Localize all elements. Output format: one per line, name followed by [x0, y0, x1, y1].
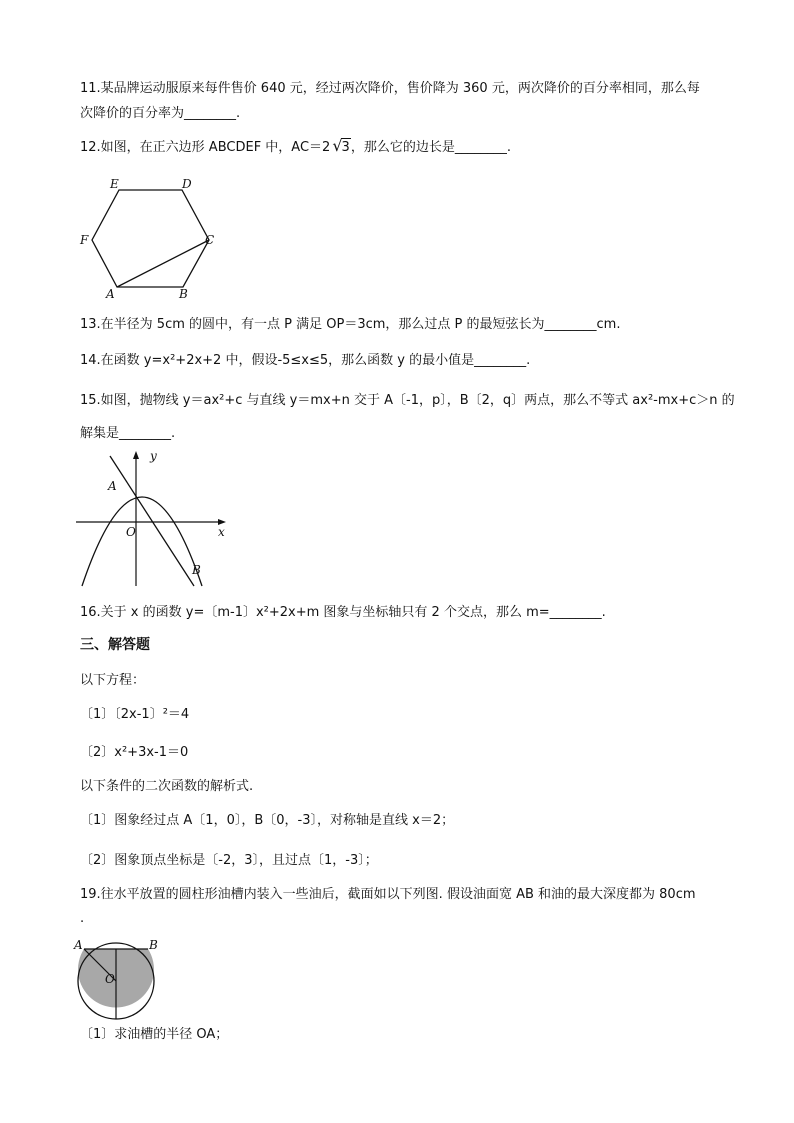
q19-part1: 〔1〕求油槽的半径 OA；	[80, 1027, 229, 1042]
q18-part2: 〔2〕图象顶点坐标是〔-2，3〕，且过点〔1，-3〕；	[80, 853, 378, 868]
label-b: B	[179, 287, 188, 301]
label-a: A	[108, 479, 117, 493]
q14-text: 14.在函数 y=x²+2x+2 中，假设-5≤x≤5，那么函数 y 的最小值是________.	[80, 353, 531, 368]
q12-radicand: 3	[341, 140, 350, 155]
q18-intro: 以下条件的二次函数的解析式.	[80, 779, 254, 794]
label-d: D	[182, 177, 192, 191]
label-o: O	[126, 525, 136, 539]
q17-part2: 〔2〕x²+3x-1＝0	[80, 745, 189, 760]
q15-line2: 解集是________.	[80, 426, 176, 441]
label-o: O	[105, 972, 115, 986]
q19-line2: .	[80, 911, 85, 926]
oil-tank-figure	[72, 932, 172, 1022]
q17-intro: 以下方程：	[80, 673, 146, 688]
diagonal-ac	[117, 240, 209, 287]
q15-line1: 15.如图，抛物线 y＝ax²+c 与直线 y＝mx+n 交于 A〔-1，p〕，B〔2，q〕两点，那么不等式 ax²-mx+c＞n 的	[80, 393, 735, 408]
label-c: C	[205, 233, 215, 247]
label-a: A	[106, 287, 115, 301]
q16-text: 16.关于 x 的函数 y=〔m-1〕x²+2x+m 图象与坐标轴只有 2 个交点，那么 m=________.	[80, 605, 606, 620]
label-a: A	[74, 938, 83, 952]
label-b: B	[192, 563, 201, 577]
label-y: y	[150, 449, 157, 463]
parabola-curve	[82, 497, 202, 586]
line-mx-n	[110, 456, 194, 586]
q12-prefix: 12.如图，在正六边形 ABCDEF 中，AC＝2	[80, 140, 331, 155]
q12-suffix: ，那么它的边长是________.	[350, 140, 511, 155]
sqrt-symbol: √3	[332, 136, 350, 155]
parabola-figure	[72, 448, 234, 588]
section-title: 三、解答题	[80, 637, 150, 653]
hexagon-figure	[76, 172, 226, 304]
q19-line1: 19.往水平放置的圆柱形油槽内装入一些油后，截面如以下列图. 假设油面宽 AB 和油的最大深度都为 80cm	[80, 887, 696, 902]
q12-text	[80, 138, 511, 157]
hexagon-outline	[92, 190, 209, 287]
q11-line1: 11.某品牌运动服原来每件售价 640 元，经过两次降价，售价降为 360 元，两次降价的百分率相同，那么每	[80, 81, 700, 96]
label-b: B	[149, 938, 158, 952]
label-f: F	[80, 233, 89, 247]
q18-part1: 〔1〕图象经过点 A〔1，0〕，B〔0，-3〕，对称轴是直线 x＝2；	[80, 813, 455, 828]
q13-text: 13.在半径为 5cm 的圆中，有一点 P 满足 OP＝3cm，那么过点 P 的最短弦长为________cm.	[80, 317, 621, 332]
q17-part1: 〔1〕〔2x-1〕²＝4	[80, 707, 190, 722]
q11-line2: 次降价的百分率为________.	[80, 106, 241, 121]
y-axis-arrow	[133, 451, 139, 459]
label-e: E	[110, 177, 119, 191]
label-x: x	[218, 525, 225, 539]
